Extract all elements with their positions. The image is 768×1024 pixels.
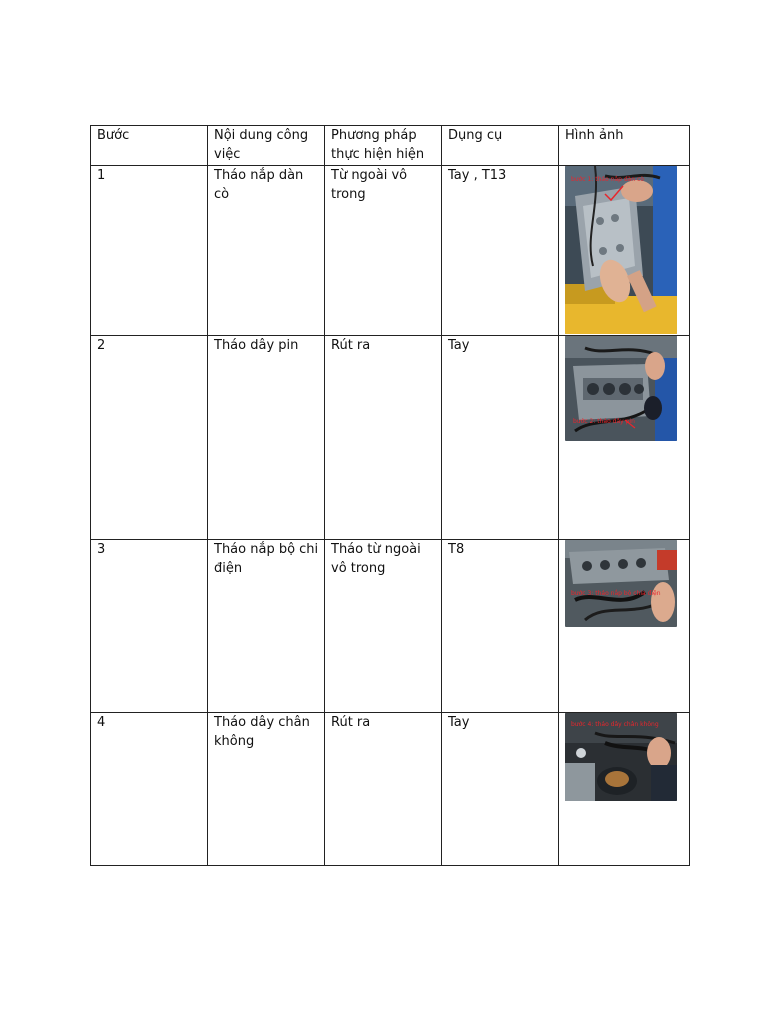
step-image-cell	[559, 540, 690, 713]
header-content: Nội dung công việc	[208, 126, 325, 166]
engine-battery-cable-photo	[565, 336, 677, 441]
step-tool: Tay	[442, 336, 559, 540]
step-tool: Tay	[442, 713, 559, 866]
image-caption: bước 4: tháo dây chân không	[571, 721, 659, 728]
table-row	[91, 540, 690, 713]
step-number: 4	[91, 713, 208, 866]
engine-valve-cover-photo	[565, 166, 677, 334]
header-tool: Dụng cụ	[442, 126, 559, 166]
table-row	[91, 166, 690, 336]
step-method: Từ ngoài vô trong	[325, 166, 442, 336]
step-image-cell	[559, 336, 690, 540]
step-content: Tháo nắp bộ chi điện	[208, 540, 325, 713]
step-image-cell	[559, 713, 690, 866]
engine-distributor-cap-photo	[565, 540, 677, 627]
step-method: Tháo từ ngoài vô trong	[325, 540, 442, 713]
step-tool: T8	[442, 540, 559, 713]
engine-vacuum-hose-photo	[565, 713, 677, 801]
step-number: 1	[91, 166, 208, 336]
header-method: Phương pháp thực hiện hiện	[325, 126, 442, 166]
step-image-cell	[559, 166, 690, 336]
table-row	[91, 336, 690, 540]
step-content: Tháo nắp dàn cò	[208, 166, 325, 336]
step-tool: Tay , T13	[442, 166, 559, 336]
step-method: Rút ra	[325, 336, 442, 540]
header-image: Hình ảnh	[559, 126, 690, 166]
image-caption: bước 2: tháo dây pin	[573, 418, 635, 425]
table-row	[91, 713, 690, 866]
step-method: Rút ra	[325, 713, 442, 866]
step-content: Tháo dây pin	[208, 336, 325, 540]
step-number: 2	[91, 336, 208, 540]
image-caption: bước 1: tháo nắp dàn cò	[571, 176, 645, 183]
header-step: Bước	[91, 126, 208, 166]
image-caption: bước 3: tháo nắp bộ chia điện	[571, 590, 661, 597]
step-content: Tháo dây chân không	[208, 713, 325, 866]
procedure-table	[90, 125, 690, 866]
step-number: 3	[91, 540, 208, 713]
table-header-row	[91, 126, 690, 166]
